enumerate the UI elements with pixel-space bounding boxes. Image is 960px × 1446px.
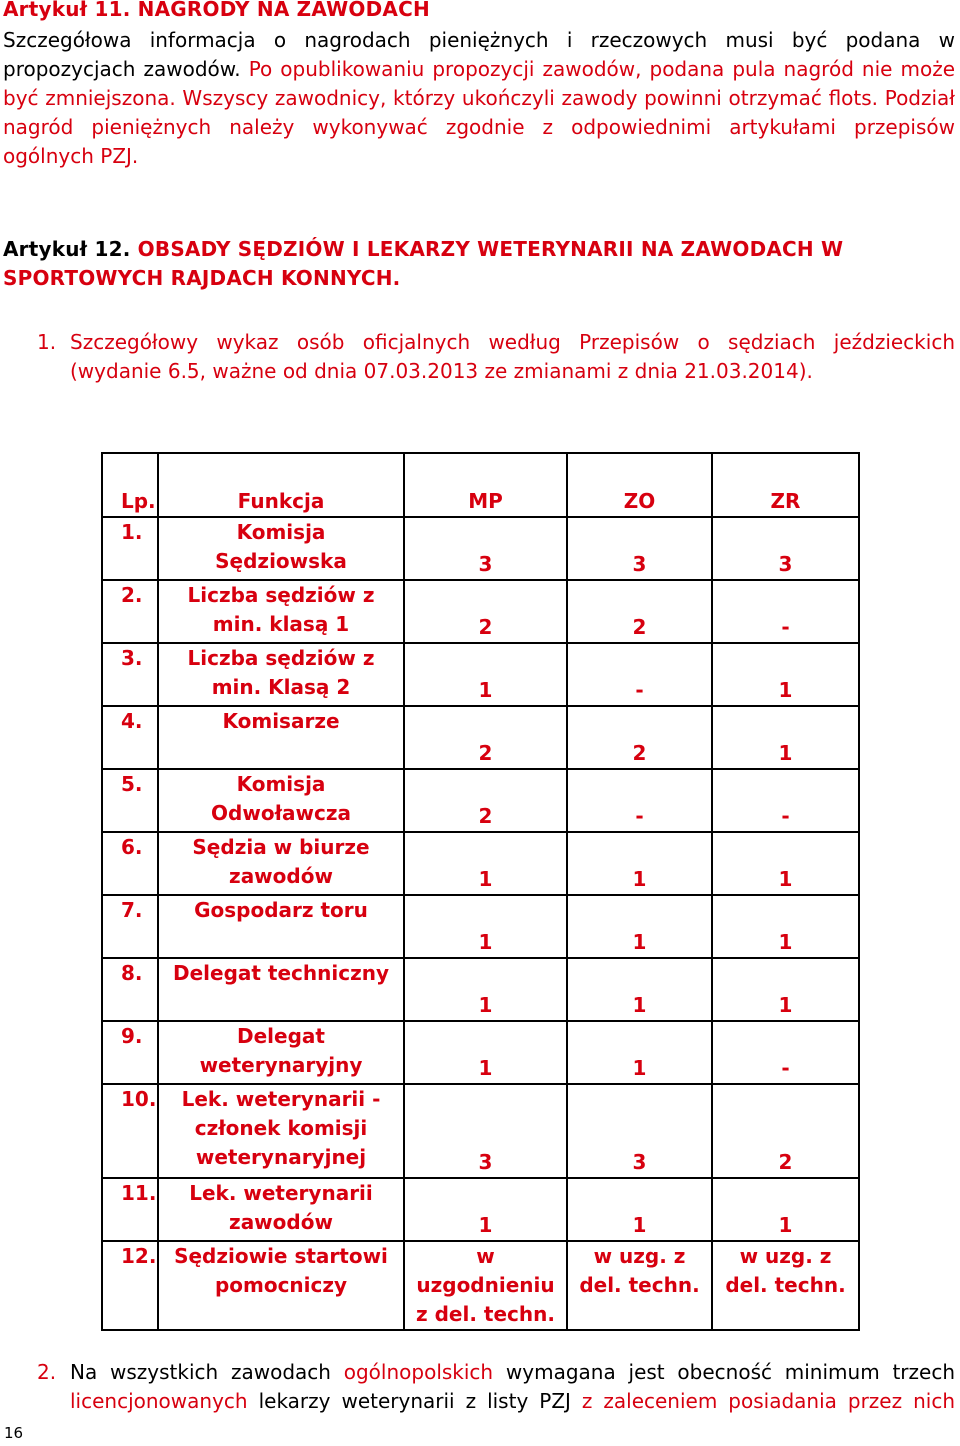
row-lp: 1.: [102, 517, 158, 580]
row-lp: 2.: [102, 580, 158, 643]
item-2-line-2-a: licencjonowanych: [70, 1389, 248, 1413]
row-12-funkcja-line-2: pomocniczy: [214, 1273, 348, 1297]
row-zr-value: 2: [778, 1150, 793, 1174]
row-mp-value: 1: [478, 678, 493, 702]
row-mp: [404, 706, 567, 769]
row-funkcja-line: zawodów: [229, 864, 333, 888]
table-row-12: [102, 1241, 859, 1330]
row-funkcja-line: Sędziowska: [215, 549, 347, 573]
item-2-line-1-b: ogólnopolskich: [343, 1360, 494, 1384]
row-funkcja: [158, 1178, 404, 1241]
row-lp: 4.: [102, 706, 158, 769]
article-11-text-red: Po opublikowaniu propozycji zawodów, podana pula nagród nie może być zmniejszona. Wszyscy zawodnicy, którzy ukończyli zawody powinni otrzymać flots. Podział nagród pieniężnych należy wykonywać zgodnie z odpowiednimi artykułami przepisów ogólnych PZJ.: [3, 57, 956, 168]
article-12-heading: [3, 235, 843, 293]
row-zr-value: 1: [778, 930, 793, 954]
row-zr-value: 1: [778, 1213, 793, 1237]
row-funkcja-line: Sędzia w biurze: [192, 835, 370, 859]
item-2-line-2: [70, 1387, 955, 1416]
row-zr-value: -: [781, 804, 790, 828]
row-zo-value: 2: [632, 615, 647, 639]
row-zr-value: 1: [778, 741, 793, 765]
item-2-line-1-a: Na wszystkich zawodach: [70, 1360, 331, 1384]
header-zo: ZO: [567, 453, 712, 517]
header-lp: Lp.: [102, 453, 158, 517]
row-zo: [567, 643, 712, 706]
item-2-line-2-b: lekarzy weterynarii z listy PZJ: [258, 1389, 571, 1413]
header-funkcja: Funkcja: [158, 453, 404, 517]
item-2-line-1-c: wymagana jest obecność minimum trzech: [505, 1360, 956, 1384]
table-row: [102, 895, 859, 958]
row-12-mp: [404, 1241, 567, 1330]
article-12-item-1: [37, 328, 955, 386]
row-funkcja: [158, 895, 404, 958]
row-zr-value: -: [781, 1056, 790, 1080]
row-zo-value: 1: [632, 1056, 647, 1080]
row-12-zo-line-1: w uzg. z: [593, 1244, 686, 1268]
row-funkcja: [158, 1021, 404, 1084]
row-zo: [567, 895, 712, 958]
row-mp: [404, 1084, 567, 1178]
row-mp-value: 3: [478, 1150, 493, 1174]
row-12-mp-line-1: w: [476, 1244, 495, 1268]
table-header-row: [102, 453, 859, 517]
row-zr: [712, 769, 859, 832]
row-lp: 10.: [102, 1084, 158, 1178]
row-lp: 8.: [102, 958, 158, 1021]
row-zr: [712, 706, 859, 769]
row-zo: [567, 1021, 712, 1084]
row-zr: [712, 517, 859, 580]
row-lp: 7.: [102, 895, 158, 958]
table-row: [102, 1021, 859, 1084]
item-1-number: 1.: [37, 330, 57, 354]
row-zo: [567, 958, 712, 1021]
row-funkcja-line: Lek. weterynarii: [189, 1181, 373, 1205]
row-zr-value: 1: [778, 867, 793, 891]
row-mp: [404, 517, 567, 580]
row-funkcja-line: Komisja: [236, 772, 326, 796]
row-zo: [567, 1084, 712, 1178]
row-mp-value: 1: [478, 930, 493, 954]
row-mp-value: 2: [478, 615, 493, 639]
row-lp: 3.: [102, 643, 158, 706]
row-zo-value: 1: [632, 930, 647, 954]
header-zr: ZR: [712, 453, 859, 517]
article-12-heading-title-line2: SPORTOWYCH RAJDACH KONNYCH.: [3, 266, 401, 290]
row-funkcja-line: Gospodarz toru: [194, 898, 368, 922]
officials-table: [101, 452, 860, 1331]
row-12-lp: 12.: [102, 1241, 158, 1330]
row-funkcja-line: Komisarze: [222, 709, 340, 733]
row-mp-value: 1: [478, 867, 493, 891]
row-funkcja-line: Liczba sędziów z: [187, 646, 375, 670]
row-mp-value: 2: [478, 741, 493, 765]
row-lp: 11.: [102, 1178, 158, 1241]
row-zo-value: 1: [632, 867, 647, 891]
row-funkcja-line: weterynaryjnej: [195, 1145, 367, 1169]
row-funkcja-line: min. klasą 1: [212, 612, 350, 636]
row-zo: [567, 832, 712, 895]
item-2-line-1: [70, 1358, 955, 1387]
row-zr: [712, 832, 859, 895]
article-11-heading-text: Artykuł 11. NAGRODY NA ZAWODACH: [3, 0, 430, 21]
row-funkcja-line: weterynaryjny: [199, 1053, 363, 1077]
item-1-line-1: Szczegółowy wykaz osób oficjalnych według Przepisów o sędziach jeździeckich: [70, 330, 955, 354]
row-funkcja-line: Lek. weterynarii -: [181, 1087, 381, 1111]
table-row: [102, 1084, 859, 1178]
table-row: [102, 1178, 859, 1241]
table-row: [102, 706, 859, 769]
row-zr: [712, 580, 859, 643]
row-lp: 6.: [102, 832, 158, 895]
row-zr: [712, 1178, 859, 1241]
row-zo-value: -: [635, 804, 644, 828]
item-2-line-2-c: z zaleceniem posiadania przez nich: [581, 1389, 955, 1413]
row-funkcja: [158, 643, 404, 706]
table-row: [102, 643, 859, 706]
row-funkcja-line: zawodów: [229, 1210, 333, 1234]
row-zo-value: 2: [632, 741, 647, 765]
row-12-mp-line-2: uzgodnieniu: [416, 1273, 555, 1297]
row-12-mp-line-3: z del. techn.: [416, 1302, 555, 1326]
row-funkcja-line: Odwoławcza: [211, 801, 351, 825]
row-funkcja: [158, 1084, 404, 1178]
row-mp-value: 1: [478, 1056, 493, 1080]
row-12-zo-line-2: del. techn.: [579, 1273, 700, 1297]
row-zo: [567, 580, 712, 643]
row-funkcja-line: członek komisji: [194, 1116, 368, 1140]
row-zr: [712, 958, 859, 1021]
row-zo-value: 1: [632, 993, 647, 1017]
row-12-zr-line-2: del. techn.: [725, 1273, 846, 1297]
article-12-item-2: [37, 1358, 955, 1416]
article-12-heading-number: Artykuł 12.: [3, 237, 131, 261]
row-lp: 9.: [102, 1021, 158, 1084]
table-row: [102, 580, 859, 643]
table-row: [102, 832, 859, 895]
row-zr-value: -: [781, 615, 790, 639]
row-mp-value: 1: [478, 993, 493, 1017]
row-12-funkcja: [158, 1241, 404, 1330]
row-mp: [404, 895, 567, 958]
row-zo: [567, 1178, 712, 1241]
row-mp-value: 2: [478, 804, 493, 828]
row-funkcja: [158, 580, 404, 643]
row-funkcja-line: min. Klasą 2: [211, 675, 351, 699]
row-12-zr: [712, 1241, 859, 1330]
row-12-zo: [567, 1241, 712, 1330]
row-mp: [404, 769, 567, 832]
row-funkcja-line: Delegat techniczny: [172, 961, 389, 985]
table-row: [102, 769, 859, 832]
header-mp: MP: [404, 453, 567, 517]
row-funkcja-line: Liczba sędziów z: [187, 583, 375, 607]
row-zr: [712, 1084, 859, 1178]
row-zo: [567, 769, 712, 832]
article-11-text-black: Szczegółowa informacja o nagrodach pieniężnych i rzeczowych musi być podana w propozycjach zawodów.: [3, 28, 955, 81]
item-2-number: 2.: [37, 1360, 57, 1384]
item-2-text: [70, 1358, 955, 1416]
row-zo-value: -: [635, 678, 644, 702]
row-12-zr-line-1: w uzg. z: [739, 1244, 832, 1268]
row-funkcja-line: Komisja: [236, 520, 326, 544]
row-zo-value: 1: [632, 1213, 647, 1237]
row-funkcja-line: Delegat: [237, 1024, 325, 1048]
row-zo-value: 3: [632, 552, 647, 576]
item-1-text: [70, 328, 955, 386]
row-funkcja: [158, 832, 404, 895]
row-funkcja: [158, 958, 404, 1021]
row-mp-value: 3: [478, 552, 493, 576]
table-row: [102, 517, 859, 580]
article-11-heading: [3, 0, 430, 24]
row-zo-value: 3: [632, 1150, 647, 1174]
item-1-line-2: (wydanie 6.5, ważne od dnia 07.03.2013 ze zmianami z dnia 21.03.2014).: [70, 359, 813, 383]
row-zr: [712, 643, 859, 706]
row-zr: [712, 1021, 859, 1084]
row-zo: [567, 706, 712, 769]
row-funkcja: [158, 769, 404, 832]
row-zr-value: 1: [778, 678, 793, 702]
article-11-paragraph: [3, 26, 955, 171]
row-mp: [404, 958, 567, 1021]
row-mp: [404, 643, 567, 706]
row-mp: [404, 580, 567, 643]
row-zr-value: 3: [778, 552, 793, 576]
row-lp: 5.: [102, 769, 158, 832]
page-number: 16: [4, 1424, 24, 1442]
row-mp-value: 1: [478, 1213, 493, 1237]
row-zo: [567, 517, 712, 580]
row-zr: [712, 895, 859, 958]
table-row: [102, 958, 859, 1021]
row-mp: [404, 1178, 567, 1241]
row-12-funkcja-line-1: Sędziowie startowi: [174, 1244, 388, 1268]
row-funkcja: [158, 517, 404, 580]
row-mp: [404, 1021, 567, 1084]
row-funkcja: [158, 706, 404, 769]
row-zr-value: 1: [778, 993, 793, 1017]
row-mp: [404, 832, 567, 895]
article-12-heading-title: OBSADY SĘDZIÓW I LEKARZY WETERYNARII NA ZAWODACH W: [137, 237, 844, 261]
